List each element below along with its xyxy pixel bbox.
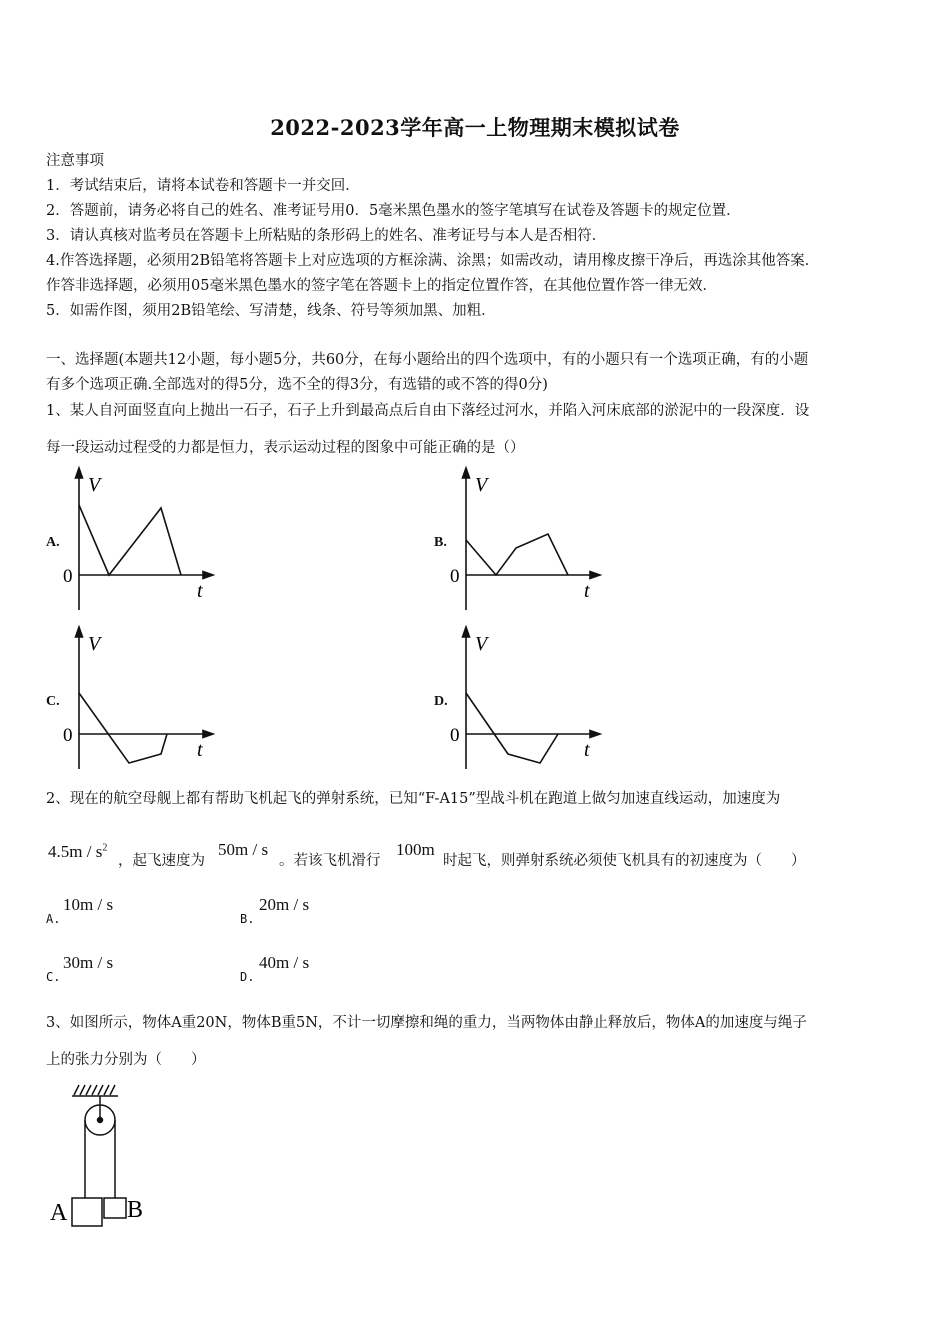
section-heading-line-2: 有多个选项正确.全部选对的得5分，选不全的得3分，有选错的或不答的得0分) [46, 377, 548, 393]
q1-graph-b [442, 465, 607, 615]
q1-graph-d [442, 624, 607, 774]
q2-acceleration: $4.5m / s^2$ [48, 842, 108, 861]
q1-graph-c [55, 624, 220, 774]
q1-graph-b-t-label: t [584, 580, 590, 602]
q3-label-b: B [127, 1197, 144, 1223]
q1-graph-c-v-label: V [88, 633, 101, 655]
q1-graph-a-t-label: t [197, 580, 203, 602]
q3-text-line-1: 3、如图所示，物体A重20N，物体B重5N，不计一切摩擦和绳的重力，当两物体由静止释放后，物体A的加速度与绳子 [46, 1015, 807, 1031]
notice-item-3: 3．请认真核对监考员在答题卡上所粘贴的条形码上的姓名、准考证号与本人是否相符． [46, 228, 607, 244]
notice-item-5: 5．如需作图，须用2B铅笔绘、写清楚，线条、符号等须加黑、加粗． [46, 303, 496, 319]
q2-text-line-1: 2、现在的航空母舰上都有帮助飞机起飞的弹射系统，已知“F-A15”型战斗机在跑道上做匀加速直线运动，加速度为 [46, 791, 781, 807]
q2-option-a-label[interactable]: A. [46, 912, 61, 926]
q1-graph-c-origin: 0 [63, 725, 73, 746]
notice-heading: 注意事项 [46, 153, 104, 169]
q2-option-c-label[interactable]: C. [46, 970, 61, 984]
q2-text-a: ，起飞速度为 [118, 853, 205, 869]
notice-item-4-cont: 作答非选择题，必须用05毫米黑色墨水的签字笔在答题卡上的指定位置作答，在其他位置作答一律无效． [46, 278, 717, 294]
q1-text-line-2: 每一段运动过程受的力都是恒力，表示运动过程的图象中可能正确的是（） [46, 440, 525, 456]
q3-label-a: A [50, 1200, 68, 1226]
notice-item-2: 2．答题前，请务必将自己的姓名、准考证号用0．5毫米黑色墨水的签字笔填写在试卷及答题卡的规定位置． [46, 203, 741, 219]
page-title: 2022-2023学年高一上物理期末模拟试卷 [270, 115, 680, 140]
q1-graph-b-origin: 0 [450, 566, 460, 587]
q2-option-b-label[interactable]: B. [240, 912, 255, 926]
q1-graph-a [55, 465, 220, 615]
q2-distance: 100m [396, 840, 435, 859]
q1-graph-d-origin: 0 [450, 725, 460, 746]
q1-graph-a-origin: 0 [63, 566, 73, 587]
q1-graph-b-v-label: V [475, 474, 488, 496]
q1-option-a-label[interactable]: A. [46, 535, 60, 550]
q2-option-b-value[interactable]: 20m / s [259, 895, 310, 914]
q2-option-d-label[interactable]: D. [240, 970, 255, 984]
q2-text-b: 。若该飞机滑行 [279, 853, 381, 869]
q1-graph-c-t-label: t [197, 739, 203, 761]
section-heading-line-1: 一、选择题(本题共12小题，每小题5分，共60分，在每小题给出的四个选项中，有的小题只有一个选项正确，有的小题 [46, 352, 809, 368]
notice-item-1: 1．考试结束后，请将本试卷和答题卡一并交回． [46, 178, 360, 194]
q2-option-c-value[interactable]: 30m / s [63, 953, 114, 972]
q2-option-a-value[interactable]: 10m / s [63, 895, 114, 914]
q3-pulley-diagram [46, 1080, 156, 1230]
q1-option-b-label[interactable]: B. [434, 535, 447, 550]
q3-text-line-2: 上的张力分别为（ ） [46, 1052, 206, 1068]
q1-option-c-label[interactable]: C. [46, 694, 60, 709]
q1-graph-a-v-label: V [88, 474, 101, 496]
q2-text-c: 时起飞，则弹射系统必须使飞机具有的初速度为（ ） [443, 853, 806, 869]
q2-option-d-value[interactable]: 40m / s [259, 953, 310, 972]
q2-takeoff-speed: 50m / s [218, 840, 269, 859]
q1-graph-d-t-label: t [584, 739, 590, 761]
q1-text-line-1: 1、某人自河面竖直向上抛出一石子，石子上升到最高点后自由下落经过河水，并陷入河床底部的淤泥中的一段深度．设 [46, 403, 810, 419]
q1-graph-d-v-label: V [475, 633, 488, 655]
notice-item-4: 4.作答选择题，必须用2B铅笔将答题卡上对应选项的方框涂满、涂黑；如需改动，请用橡皮擦干净后，再选涂其他答案． [46, 253, 820, 269]
q1-option-d-label[interactable]: D. [434, 694, 448, 709]
